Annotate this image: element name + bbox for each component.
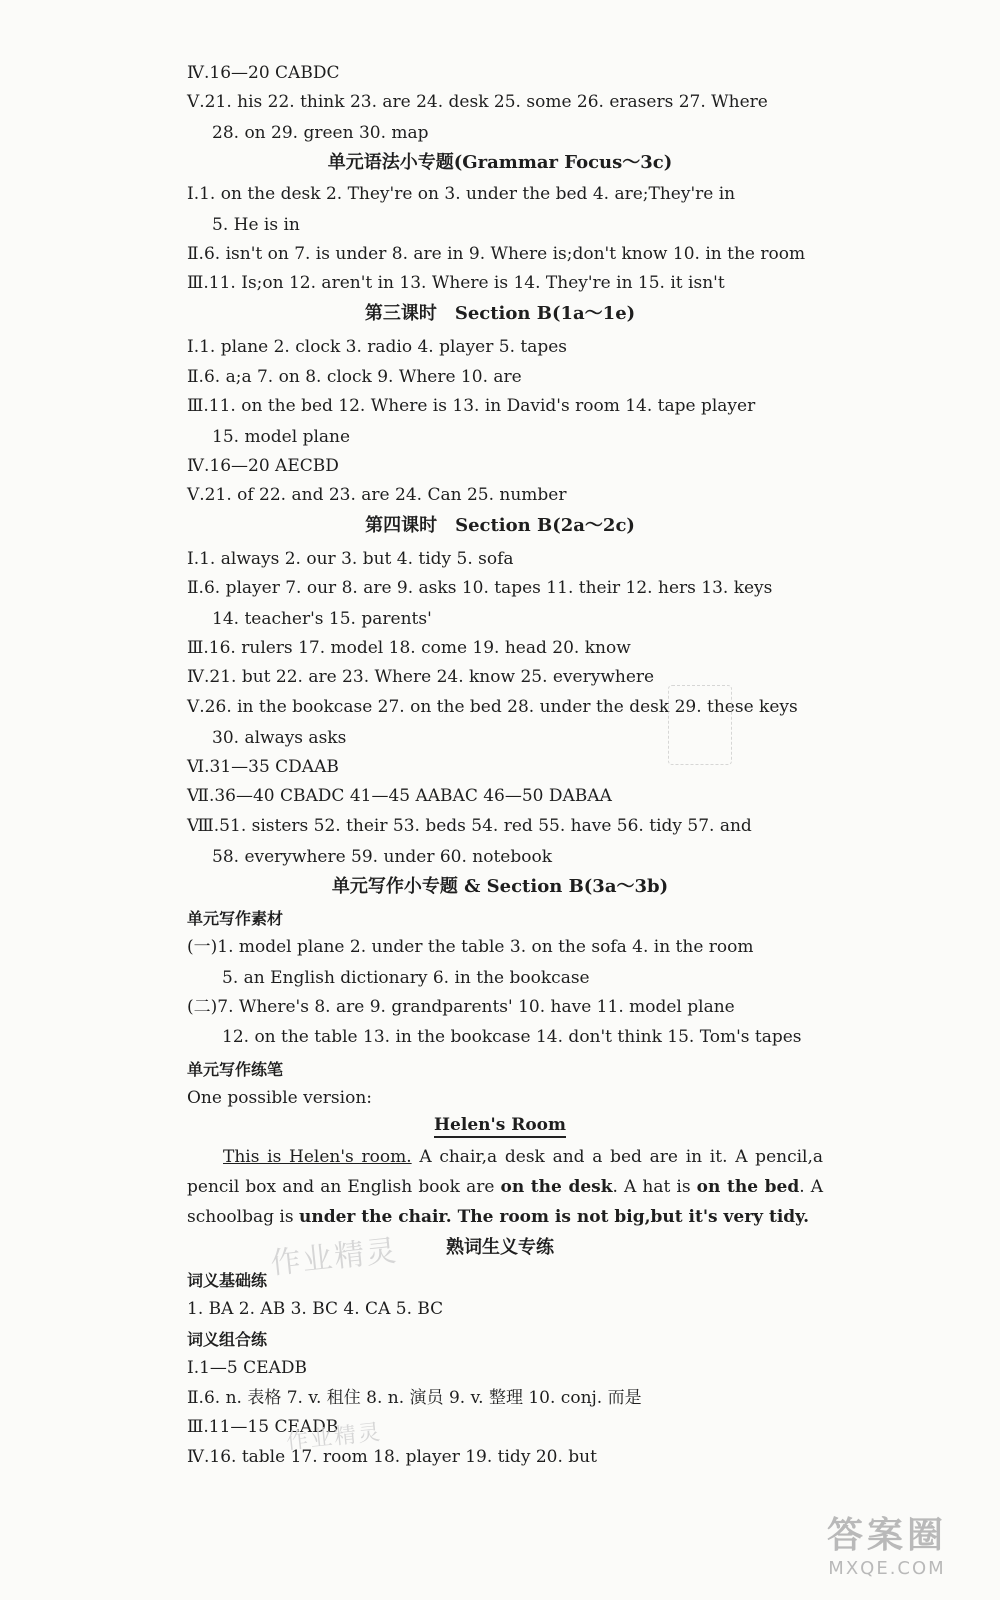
answer-line: 30. always asks	[212, 728, 347, 748]
answer-line: Ⅳ.21. but 22. are 23. Where 24. know 25. everywhere	[187, 667, 655, 687]
answer-line: 14. teacher's 15. parents'	[212, 609, 432, 629]
answer-line: Ⅰ.1. on the desk 2. They're on 3. under the bed 4. are;They're in	[187, 184, 736, 204]
answer-line: Ⅴ.21. his 22. think 23. are 24. desk 25. some 26. erasers 27. Where	[187, 92, 768, 112]
essay-title: Helen's Room	[0, 1115, 1000, 1135]
subheading-practice: 单元写作练笔	[187, 1060, 284, 1079]
watermark-logo-text: 答案圈	[826, 1515, 947, 1556]
section-heading-lesson3: 第三课时 Section B(1a～1e)	[364, 303, 636, 324]
answer-line: Ⅳ.16. table 17. room 18. player 19. tidy 20. but	[187, 1447, 597, 1467]
answer-line: 58. everywhere 59. under 60. notebook	[212, 847, 553, 867]
answer-line: Ⅳ.16—20 AECBD	[187, 456, 339, 476]
homework-stamp-image	[668, 685, 732, 765]
answer-line: 15. model plane	[212, 427, 351, 447]
section-heading-vocab: 熟词生义专练	[446, 1237, 554, 1258]
subheading-combo: 词义组合练	[187, 1330, 268, 1349]
answer-line: Ⅷ.51. sisters 52. their 53. beds 54. red 55. have 56. tidy 57. and	[187, 816, 752, 836]
watermark-url: MXQE.COM	[828, 1558, 946, 1579]
section-heading-writing: 单元写作小专题 & Section B(3a～3b)	[331, 876, 669, 897]
answer-line: Ⅴ.26. in the bookcase 27. on the bed 28. under the desk 29. these keys	[187, 697, 798, 717]
answer-line: Ⅱ.6. isn't on 7. is under 8. are in 9. Where is;don't know 10. in the room	[187, 244, 806, 264]
answer-line: Ⅱ.6. n. 表格 7. v. 租住 8. n. 演员 9. v. 整理 10. conj. 而是	[187, 1388, 642, 1408]
corner-watermark-logo	[792, 1514, 982, 1594]
answer-line: Ⅲ.11—15 CEADB	[187, 1417, 339, 1437]
answer-line: 5. He is in	[212, 215, 300, 235]
answer-line: Ⅲ.11. Is;on 12. aren't in 13. Where is 14. They're in 15. it isn't	[187, 273, 725, 293]
answer-line: Ⅰ.1. plane 2. clock 3. radio 4. player 5. tapes	[187, 337, 568, 357]
answer-line: Ⅲ.16. rulers 17. model 18. come 19. head 20. know	[187, 638, 631, 658]
answer-line: (二)7. Where's 8. are 9. grandparents' 10. have 11. model plane	[187, 997, 735, 1017]
section-heading-lesson4: 第四课时 Section B(2a～2c)	[365, 515, 635, 536]
intro-line: One possible version:	[187, 1088, 372, 1108]
answer-line: Ⅶ.36—40 CBADC 41—45 AABAC 46—50 DABAA	[187, 786, 612, 806]
answer-line: Ⅰ.1. always 2. our 3. but 4. tidy 5. sofa	[187, 549, 514, 569]
answer-line: Ⅳ.16—20 CABDC	[187, 63, 340, 83]
answer-line: 1. BA 2. AB 3. BC 4. CA 5. BC	[187, 1299, 444, 1319]
answer-line: Ⅵ.31—35 CDAAB	[187, 757, 339, 777]
section-heading-grammar: 单元语法小专题(Grammar Focus～3c)	[327, 152, 673, 173]
answer-line: (一)1. model plane 2. under the table 3. on the sofa 4. in the room	[187, 937, 754, 957]
answer-line: Ⅲ.11. on the bed 12. Where is 13. in David's room 14. tape player	[187, 396, 756, 416]
answer-line: Ⅴ.21. of 22. and 23. are 24. Can 25. number	[187, 485, 567, 505]
watermark-text: 作业精灵	[268, 1233, 400, 1282]
answer-line: Ⅰ.1—5 CEADB	[187, 1358, 307, 1378]
subheading-basic: 词义基础练	[187, 1271, 268, 1290]
answer-line: 12. on the table 13. in the bookcase 14. don't think 15. Tom's tapes	[222, 1027, 802, 1047]
answer-line: Ⅱ.6. a;a 7. on 8. clock 9. Where 10. are	[187, 367, 522, 387]
answer-line: 5. an English dictionary 6. in the bookcase	[222, 968, 590, 988]
watermark-text: 作业精灵	[285, 1420, 384, 1455]
answer-line: 28. on 29. green 30. map	[212, 123, 429, 143]
subheading-material: 单元写作素材	[187, 909, 284, 928]
essay-paragraph: This is Helen's room. A chair,a desk and a bed are in it. A pencil,a pencil box and an English book are on the desk. A hat is on the bed. A schoolbag is under the chair. The room is not big,but it's very tidy.	[187, 1147, 824, 1227]
answer-line: Ⅱ.6. player 7. our 8. are 9. asks 10. tapes 11. their 12. hers 13. keys	[187, 578, 773, 598]
